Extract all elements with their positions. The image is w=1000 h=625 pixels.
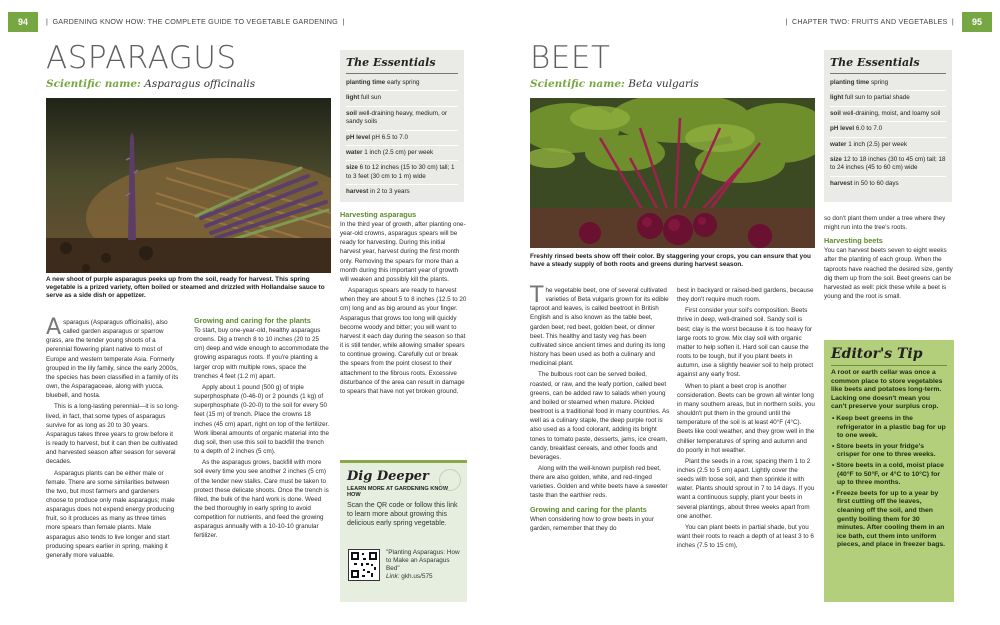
essentials-title: The Essentials — [346, 56, 458, 74]
paragraph: Apply about 1 pound (500 g) of triple superphosphate (0-46-0) or 2 pounds (1 kg) of superphosphate (0-20-0) to the soil for every 50 feet (15 m) of trench. Place the crowns 18 inches (45 cm) apart, right on top of the fertilizer. Work liberal amounts of organic material into the dug soil, then use this soil to backfill the trench to a depth of 2 inches (5 cm). — [194, 383, 330, 456]
scientific-name-value: Asparagus officinalis — [144, 78, 256, 90]
scientific-name-label: Scientific name: — [530, 78, 625, 90]
paragraph: he vegetable beet, one of several cultivated varieties of Beta vulgaris grown for its edible taproot and leaves, is called beetroot in British English and is also known as the table beet, garden beet, red beet, golden beet, or dinner beet. This healthy and tasty veg has been cultivated since ancient times and during its long history has been used as both a culinary and medicinal plant. — [530, 287, 669, 368]
right-page — [500, 0, 1000, 625]
asparagus-photo — [46, 98, 331, 273]
editors-tip-list — [831, 415, 947, 550]
dig-deeper-reference — [386, 549, 462, 581]
essentials-row: water 1 inch (2.5 cm) per week — [346, 146, 458, 161]
column-1 — [530, 283, 670, 535]
list-item: • Keep beet greens in the refrigerator in a plastic bag for up to one week. — [831, 415, 947, 441]
reference-title: "Planting Asparagus: How to Make an Asparagus Bed" — [386, 549, 460, 572]
list-item: • Freeze beets for up to a year by first cutting off the leaves, cleaning off the soil, and then gently boiling them for 30 minutes. After cooling them in an ice bath, cut them into uniform pieces, and place in freezer bags. — [831, 490, 947, 550]
essentials-row: light full sun — [346, 91, 458, 106]
dig-deeper-subtitle: LEARN MORE AT GARDENING KNOW HOW — [347, 486, 448, 498]
essentials-row: light full sun to partial shade — [830, 91, 946, 106]
page-number: 95 — [962, 12, 992, 32]
paragraph: Along with the well-known purplish red beet, there are also golden, white, and red-ringed varieties. Golden and white beets have a sweeter taste than the earthier reds. — [530, 464, 668, 500]
essentials-row: pH level pH 6.5 to 7.0 — [346, 131, 458, 146]
paragraph: When considering how to grow beets in your garden, remember that they do — [530, 515, 654, 532]
scientific-name-label: Scientific name: — [46, 78, 141, 90]
essentials-row: size 12 to 18 inches (30 to 45 cm) tall; 18 to 24 inches (45 to 60 cm) wide — [830, 153, 946, 177]
drop-cap: T — [530, 283, 544, 308]
column-2 — [677, 286, 815, 552]
essentials-box — [340, 50, 464, 202]
photo-caption: Freshly rinsed beets show off their color. By staggering your crops, you can ensure that you have a steady supply of both roots and greens during harvest season. — [530, 253, 811, 269]
dig-deeper-text: Scan the QR code or follow this link to learn more about growing this delicious early spring vegetable. — [347, 502, 458, 527]
paragraph: This is a long-lasting perennial—it is so long-lived, in fact, that some types of asparagus survive for as long as 20 to 30 years. Asparagus takes three years to grow before it is ready to harvest, but it can then be cultivated and harvested season after season for several decades. — [46, 403, 179, 466]
essentials-title: The Essentials — [830, 56, 946, 74]
running-header-text: GARDENING KNOW HOW: THE COMPLETE GUIDE TO VEGETABLE GARDENING — [52, 17, 338, 26]
essentials-row: harvest in 2 to 3 years — [346, 188, 410, 196]
scientific-name-value: Beta vulgaris — [628, 78, 699, 90]
paragraph: Plant the seeds in a row, spacing them 1 to 2 inches (2.5 to 5 cm) apart. Lightly cover the seeds with loose soil, and then sprinkle it with water. Plants should sprout in 7 to 14 days. If you want a continuous supply, plant your beets in several plantings, about three weeks apart from one another. — [677, 457, 815, 520]
essentials-row: water 1 inch (2.5) per week — [830, 138, 946, 153]
list-item: • Store beets in a cold, moist place (40°F to 50°F, or 4°C to 10°C) for up to three months. — [831, 462, 947, 488]
paragraph: You can harvest beets seven to eight weeks after the planting of each group. When the taproots have reached the desired size, gently dig them up from the soil. Beet greens can be harvested as well: pick these while a beet is young and the root is small. — [824, 247, 953, 301]
essentials-row: planting time early spring — [346, 76, 458, 91]
link-label: Link: — [386, 573, 400, 580]
paragraph: The bulbous root can be served boiled, roasted, or raw, and the leafy portion, called beet greens, can be added raw to salads when young and boiled or steamed when mature. Pickled beetroot is a traditional food in many countries. As well as a culinary staple, the deep purple root is also used as a food colorant, adding its bright tones to tomato paste, desserts, jams, ice cream, candy, breakfast cereals, and other foods and beverages. — [530, 371, 670, 461]
essentials-box — [824, 50, 952, 202]
photo-caption: A new shoot of purple asparagus peeks up from the soil, ready for harvest. This spring vegetable is a prized variety, often boiled or steamed and drizzled with Hollandaise sauce to serve as a side dish or appetizer. — [46, 276, 325, 300]
leaf-icon — [439, 469, 461, 491]
essentials-row: soil well-draining, moist, and loamy soil — [830, 107, 946, 122]
paragraph: so don't plant them under a tree where they might run into the tree's roots. — [824, 215, 946, 232]
section-heading: Harvesting beets — [824, 236, 883, 246]
paragraph: In the third year of growth, after planting one-year-old crowns, asparagus spears will be ready for harvesting. During this initial harvest year, harvest during the first month only. Removing the spears for more than a month during this important year of growth will weaken and possibly kill the plants. — [340, 221, 466, 283]
page-title: BEET — [530, 40, 611, 76]
page-number: 94 — [8, 12, 38, 32]
editors-tip-box — [824, 340, 954, 602]
paragraph: To start, buy one-year-old, healthy asparagus crowns. Dig a trench 8 to 10 inches (20 to 25 cm) deep and wide enough to accommodate the growing asparagus roots. If you're planting a larger crop with multiple rows, space the trenches 4 feet (1.2 m) apart. — [194, 327, 329, 380]
beet-photo — [530, 98, 815, 248]
running-header: | GARDENING KNOW HOW: THE COMPLETE GUIDE TO VEGETABLE GARDENING | — [46, 17, 345, 26]
essentials-row: size 6 to 12 inches (15 to 30 cm) tall; 1 to 3 feet (30 cm to 1 m) wide — [346, 161, 458, 185]
paragraph: sparagus (Asparagus officinalis), also called garden asparagus or sparrow grass, are the tender young shoots of a perennial flowering plant native to most of Europe and western temperate Asia. Formerly grouped in the lily family, since the early 2000s, the species has been classified in a family of its own, the Asparagaceae, along with yucca, bluebell, and hosta. — [46, 319, 179, 400]
list-item: • Store beets in your fridge's crisper for one to three weeks. — [831, 443, 947, 460]
paragraph: Asparagus plants can be either male or female. There are some similarities between the two, but most farmers and gardeners choose to produce only male asparagus; male asparagus does not expend energy producing fruit, so it produces as many as three times more spears than female plants. Male asparagus also tends to live longer and start producing spears earlier in spring, making it generally more valuable. — [46, 469, 175, 559]
essentials-row: planting time spring — [830, 76, 946, 91]
paragraph: You can plant beets in partial shade, but you want their roots to reach a depth of at least 3 to 6 inches (7.5 to 15 cm), — [677, 523, 814, 550]
essentials-row: harvest in 50 to 60 days — [830, 179, 899, 187]
section-heading: Growing and caring for the plants — [194, 316, 311, 325]
column-3 — [340, 210, 467, 398]
drop-cap: A — [46, 315, 62, 340]
column-3 — [824, 214, 954, 303]
qr-code-icon[interactable] — [348, 549, 380, 581]
column-1 — [46, 315, 179, 562]
paragraph: As the asparagus grows, backfill with more soil every time you see another 2 inches (5 cm) of the tender new stalks. Care must be taken to protect these delicate shoots. Once the trench is filled, the bulk of the hard work is done. Weed the bed thoroughly in early spring to avoid competition for nutrients, and feed the growing asparagus annually with a 10-10-10 granular fertilizer. — [194, 459, 329, 540]
column-2 — [194, 316, 330, 543]
paragraph: best in backyard or raised-bed gardens, because they don't require much room. — [677, 287, 814, 304]
dig-deeper-title: Dig Deeper — [347, 469, 429, 484]
essentials-row: soil well-draining heavy, medium, or sandy soils — [346, 107, 458, 131]
paragraph: When to plant a beet crop is another consideration. Beets can be grown all winter long in many southern areas, but in northern soils, you shouldn't put them in the ground until the temperature of the soil is at least 40°F (4°C). Beets like cool weather, and they grow well in the chillier temperatures of spring and autumn and do poorly in hot weather. — [677, 382, 815, 454]
section-heading: Harvesting asparagus — [340, 210, 417, 219]
section-heading: Growing and caring for the plants — [530, 504, 647, 514]
running-header: | CHAPTER TWO: FRUITS AND VEGETABLES | — [785, 17, 954, 26]
paragraph: First consider your soil's composition. Beets thrive in deep, well-drained soil. Sandy soil is best; clay is the worst because it is too heavy for large roots to grow. Mix clay soil with organic matter to help soften it. Hard soil can cause the roots to be tough, but if you plant beets in autumn, use a slightly heavier soil to help protect against any early frost. — [677, 307, 814, 379]
essentials-row: pH level 6.0 to 7.0 — [830, 122, 946, 137]
editors-tip-title: Editor's Tip — [831, 346, 947, 366]
editors-tip-intro: A root or earth cellar was once a common place to store vegetables like beets and potatoes long-term. Lacking one doesn't mean you can't preserve your surplus crop. — [831, 369, 943, 411]
scientific-name — [530, 78, 699, 90]
scientific-name — [46, 78, 255, 90]
running-header-text: CHAPTER TWO: FRUITS AND VEGETABLES — [792, 17, 948, 26]
page-title: ASPARAGUS — [46, 40, 237, 76]
reference-link[interactable]: gkh.us/575 — [401, 573, 433, 580]
paragraph: Asparagus spears are ready to harvest when they are about 5 to 8 inches (12.5 to 20 cm) long and as big around as your finger. Asparagus that grows too long will quickly become woody and bitter; you will want to harvest it each day during the season so that it is still tender, while allowing smaller spears to continue growing. Carefully cut or break the spears from the point closest to their attachment to the fibrous roots. Excessive disturbance of the area can result in damage to spears that have not yet broken ground. — [340, 287, 467, 395]
dig-deeper-box — [340, 460, 467, 602]
